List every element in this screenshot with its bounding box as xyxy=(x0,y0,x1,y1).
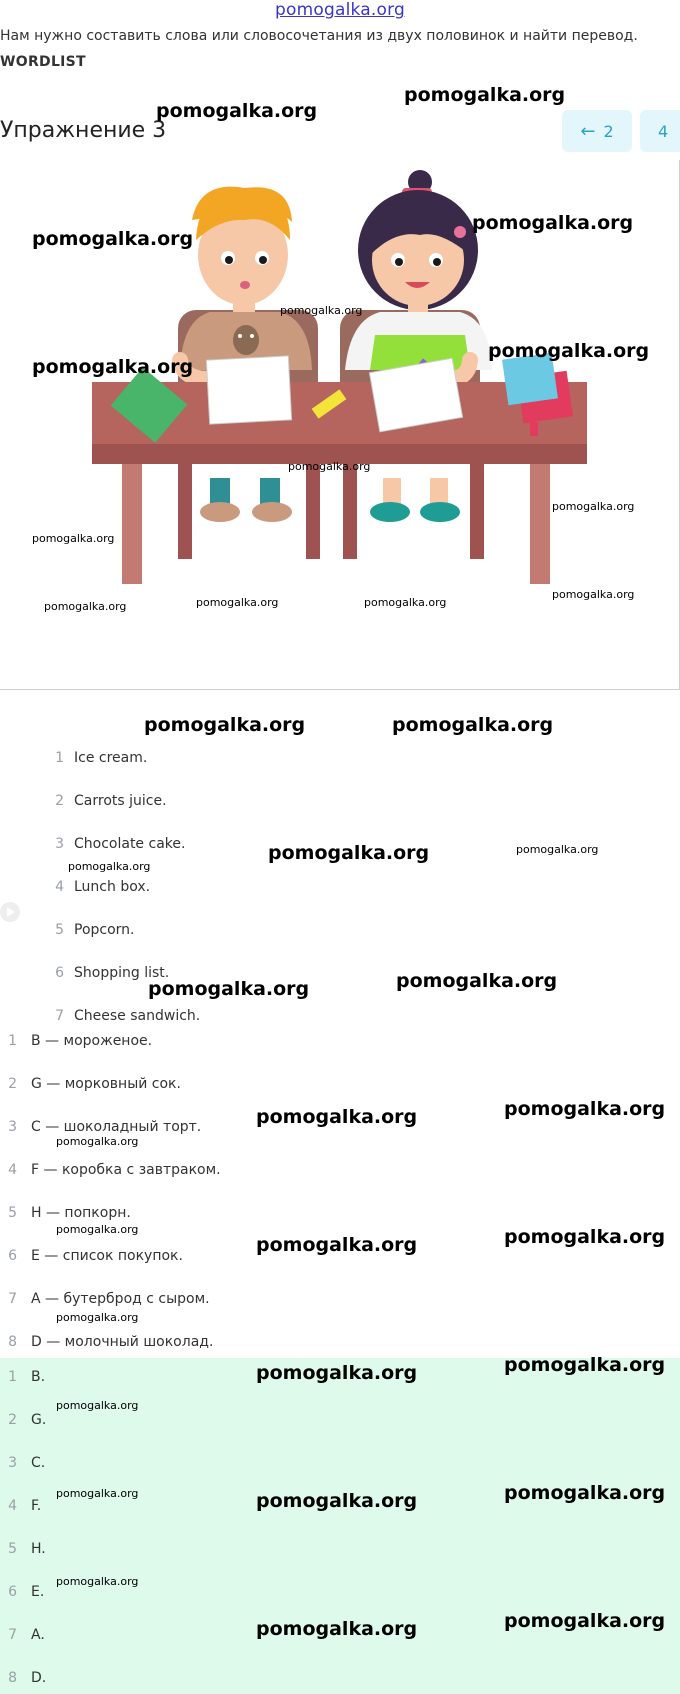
list-item: 5 H — попкорн. xyxy=(8,1205,131,1221)
list-item: 8 D — молочный шоколад. xyxy=(8,1334,214,1350)
list-item: 3 C — шоколадный торт. xyxy=(8,1119,202,1135)
watermark: pomogalka.org xyxy=(488,340,650,362)
list-item: 4 F — коробка с завтраком. xyxy=(8,1162,221,1178)
watermark: pomogalka.org xyxy=(504,1226,666,1248)
watermark: pomogalka.org xyxy=(504,1354,666,1376)
list-item: 2 G — морковный сок. xyxy=(8,1076,181,1092)
watermark: pomogalka.org xyxy=(552,588,635,601)
watermark: pomogalka.org xyxy=(256,1106,418,1128)
watermark: pomogalka.org xyxy=(404,84,566,106)
answer-item: 7 A. xyxy=(8,1627,45,1643)
answer-item: 4 F. xyxy=(8,1498,42,1514)
answer-item: 3 C. xyxy=(8,1455,46,1471)
watermark: pomogalka.org xyxy=(256,1490,418,1512)
list-item: 2 Carrots juice. xyxy=(55,793,167,809)
watermark: pomogalka.org xyxy=(56,1575,139,1588)
watermark: pomogalka.org xyxy=(148,978,310,1000)
watermark: pomogalka.org xyxy=(280,304,363,317)
exercise-title: Упражнение 3 xyxy=(0,118,167,143)
watermark: pomogalka.org xyxy=(392,714,554,736)
list-item: 1 Ice cream. xyxy=(55,750,148,766)
list-item: 4 Lunch box. xyxy=(55,879,151,895)
watermark: pomogalka.org xyxy=(256,1234,418,1256)
answer-item: 6 E. xyxy=(8,1584,45,1600)
list-item: 7 A — бутерброд с сыром. xyxy=(8,1291,210,1307)
watermark: pomogalka.org xyxy=(256,1618,418,1640)
watermark: pomogalka.org xyxy=(256,1362,418,1384)
arrow-left-icon: ← xyxy=(580,120,596,142)
watermark: pomogalka.org xyxy=(364,596,447,609)
desk-leg-right xyxy=(530,464,550,584)
watermark: pomogalka.org xyxy=(396,970,558,992)
answer-item: 5 H. xyxy=(8,1541,46,1557)
list-item: 5 Popcorn. xyxy=(55,922,135,938)
list-item: 3 Chocolate cake. xyxy=(55,836,186,852)
prev-exercise-button[interactable] xyxy=(562,110,632,152)
watermark: pomogalka.org xyxy=(472,212,634,234)
watermark: pomogalka.org xyxy=(56,1311,139,1324)
list-item: 6 Shopping list. xyxy=(55,965,170,981)
watermark: pomogalka.org xyxy=(504,1482,666,1504)
watermark: pomogalka.org xyxy=(32,532,115,545)
watermark: pomogalka.org xyxy=(288,460,371,473)
site-link[interactable]: pomogalka.org xyxy=(275,0,405,20)
watermark: pomogalka.org xyxy=(196,596,279,609)
watermark: pomogalka.org xyxy=(268,842,430,864)
play-icon[interactable] xyxy=(0,902,20,922)
watermark: pomogalka.org xyxy=(516,843,599,856)
wordlist-link[interactable]: WORDLIST xyxy=(0,54,86,70)
paper-boy xyxy=(206,356,291,424)
watermark: pomogalka.org xyxy=(56,1399,139,1412)
watermark: pomogalka.org xyxy=(144,714,306,736)
answer-item: 2 G. xyxy=(8,1412,47,1428)
answer-item: 1 B. xyxy=(8,1369,46,1385)
watermark: pomogalka.org xyxy=(552,500,635,513)
task-description: Нам нужно составить слова или словосочетания из двух половинок и найти перевод. xyxy=(0,28,638,44)
desk-leg-left xyxy=(122,464,142,584)
watermark: pomogalka.org xyxy=(56,1135,139,1148)
watermark: pomogalka.org xyxy=(504,1610,666,1632)
watermark: pomogalka.org xyxy=(32,228,194,250)
next-exercise-number: 4 xyxy=(658,121,669,141)
watermark: pomogalka.org xyxy=(68,860,151,873)
list-item: 6 E — список покупок. xyxy=(8,1248,183,1264)
list-item: 1 B — мороженое. xyxy=(8,1033,153,1049)
list-item: 7 Cheese sandwich. xyxy=(55,1008,201,1022)
answer-item: 8 D. xyxy=(8,1670,47,1686)
watermark: pomogalka.org xyxy=(156,100,318,122)
watermark: pomogalka.org xyxy=(56,1223,139,1236)
watermark: pomogalka.org xyxy=(32,356,194,378)
watermark: pomogalka.org xyxy=(44,600,127,613)
watermark: pomogalka.org xyxy=(56,1487,139,1500)
prev-exercise-number: 2 xyxy=(603,121,614,141)
next-exercise-button[interactable] xyxy=(640,110,680,152)
watermark: pomogalka.org xyxy=(504,1098,666,1120)
